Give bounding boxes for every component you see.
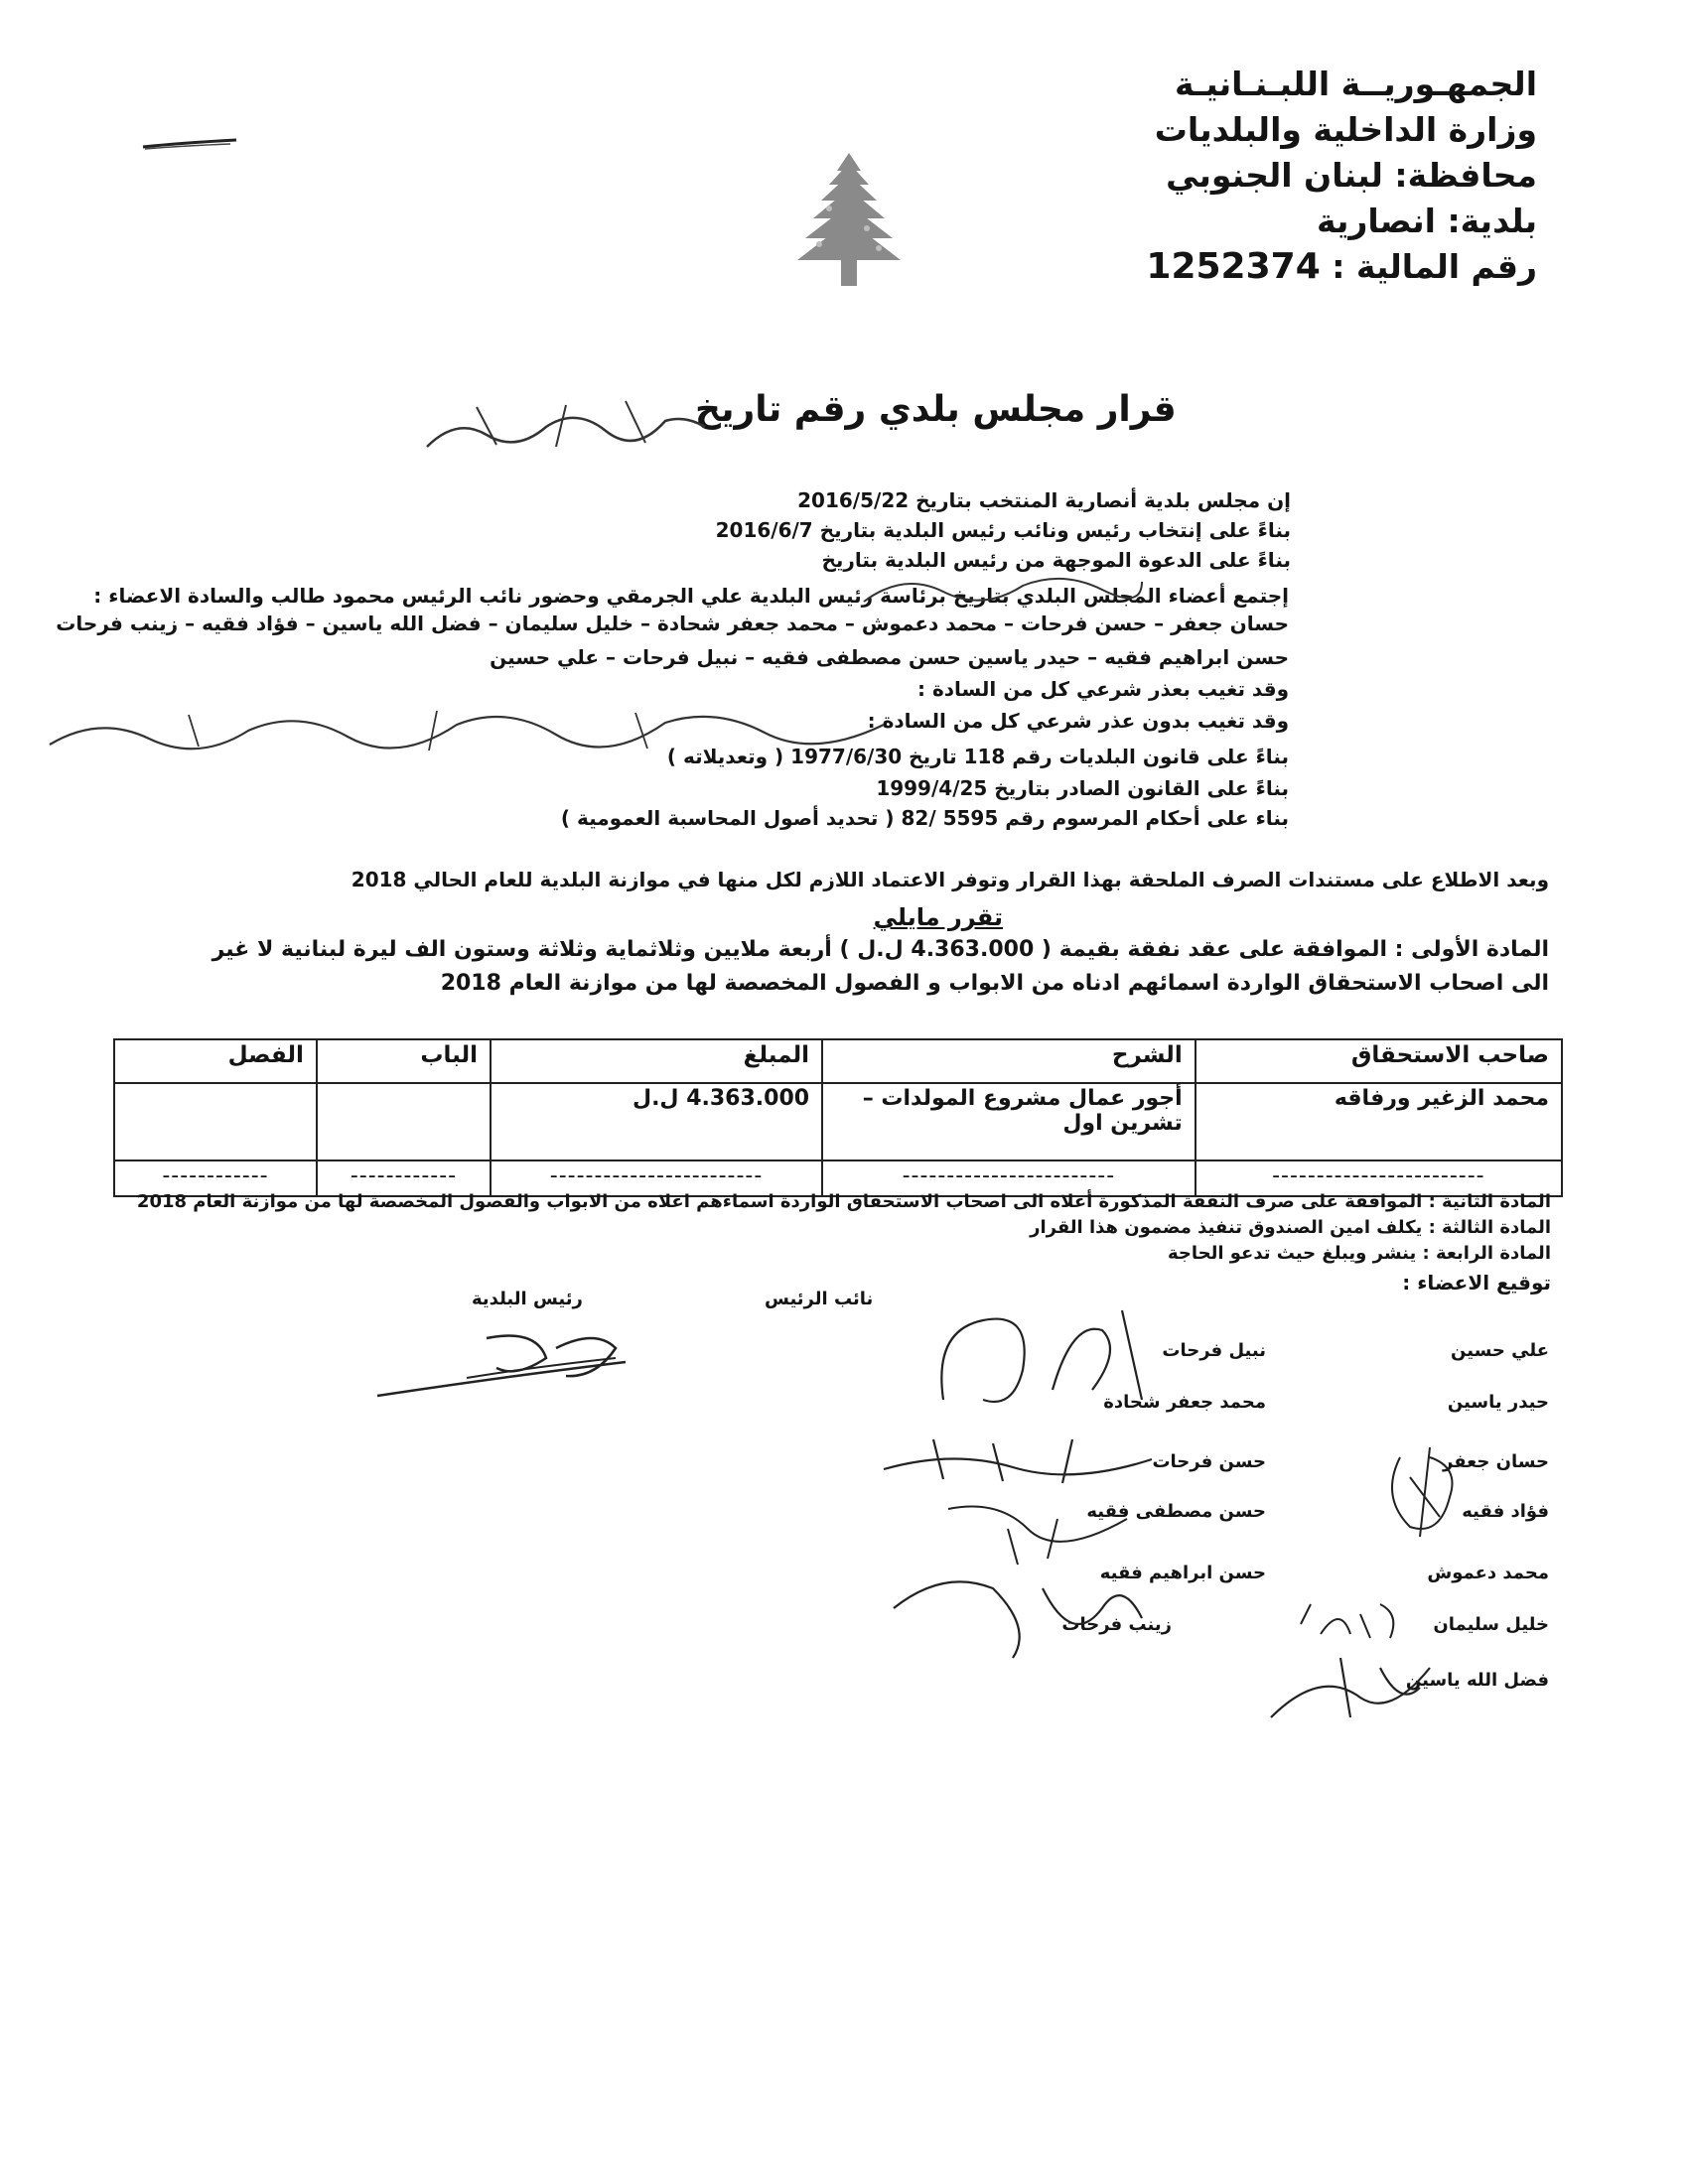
article-4: المادة الرابعة : ينشر ويبلغ حيث تدعو الحاجة bbox=[1167, 1243, 1551, 1264]
member-name-r4: فؤاد فقيه bbox=[1462, 1501, 1549, 1522]
header-municipality: بلدية: انصارية bbox=[1316, 202, 1537, 240]
body-line-1: إن مجلس بلدية أنصارية المنتخب بتاريخ 2016/5/22 bbox=[797, 488, 1291, 512]
col-amount: المبلغ bbox=[491, 1039, 822, 1083]
col-description: الشرح bbox=[822, 1039, 1196, 1083]
member-name-l6: زينب فرحات bbox=[1061, 1614, 1172, 1635]
col-beneficiary: صاحب الاستحقاق bbox=[1196, 1039, 1562, 1083]
member-name-r3: حسان جعفر bbox=[1443, 1451, 1549, 1472]
member-name-r7: فضل الله ياسين bbox=[1405, 1670, 1549, 1691]
handwritten-date-icon bbox=[417, 387, 715, 467]
member-name-l4: حسن مصطفى فقيه bbox=[1086, 1501, 1266, 1522]
deputy-label: نائب الرئيس bbox=[765, 1289, 874, 1309]
header-republic: الجمهـوريــة اللبـنـانيـة bbox=[1174, 65, 1537, 103]
member-name-r1: علي حسين bbox=[1451, 1340, 1549, 1361]
member-name-r6: خليل سليمان bbox=[1433, 1614, 1549, 1635]
cell-description: أجور عمال مشروع المولدات – تشرين اول bbox=[822, 1083, 1196, 1160]
member-signature-7-icon bbox=[1261, 1648, 1440, 1727]
financial-number: 1252374 bbox=[1146, 246, 1321, 287]
body-line-8: وقد تغيب بدون عذر شرعي كل من السادة : bbox=[867, 709, 1289, 733]
dash-chapter: ------------ bbox=[317, 1160, 491, 1196]
body-line-5: حسان جعفر – حسن فرحات – محمد دعموش – محمد جعفر شحادة – خليل سليمان – فضل الله ياسين – فؤاد فقيه – زينب فرحات bbox=[56, 612, 1289, 635]
cell-amount: 4.363.000 ل.ل bbox=[491, 1083, 822, 1160]
body-line-12: وبعد الاطلاع على مستندات الصرف الملحقة بهذا القرار وتوفر الاعتماد اللازم لكل منها في موازنة البلدية للعام الحالي 2018 bbox=[351, 868, 1549, 891]
member-signature-5-icon bbox=[884, 1549, 1152, 1668]
dash-amount: ------------------------ bbox=[491, 1160, 822, 1196]
member-name-l5: حسن ابراهيم فقيه bbox=[1099, 1563, 1266, 1583]
member-name-r5: محمد دعموش bbox=[1427, 1563, 1549, 1583]
body-line-10: بناءً على القانون الصادر بتاريخ 1999/4/25 bbox=[876, 776, 1289, 800]
header-governorate: محافظة: لبنان الجنوبي bbox=[1166, 156, 1537, 195]
mayor-signature-icon bbox=[367, 1318, 635, 1408]
body-line-3: بناءً على الدعوة الموجهة من رئيس البلدية بتاريخ bbox=[821, 548, 1291, 572]
body-line-6: حسن ابراهيم فقيه – حيدر ياسين حسن مصطفى فقيه – نبيل فرحات – علي حسين bbox=[490, 645, 1289, 669]
body-line-4: إجتمع أعضاء المجلس البلدي بتاريخ برئاسة رئيس البلدية علي الجرمقي وحضور نائب الرئيس محمود طالب والسادة الاعضاء : bbox=[93, 584, 1289, 608]
member-signature-1-icon bbox=[923, 1291, 1182, 1420]
cell-section bbox=[114, 1083, 317, 1160]
decision-title: قرار مجلس بلدي رقم تاريخ bbox=[695, 389, 1177, 430]
body-line-7: وقد تغيب بعذر شرعي كل من السادة : bbox=[917, 677, 1289, 701]
dash-beneficiary: ------------------------ bbox=[1196, 1160, 1562, 1196]
expense-table bbox=[113, 1038, 1563, 1197]
article-2: المادة الثانية : الموافقة على صرف النفقة المذكورة أعلاه الى اصحاب الاستحقاق الواردة اسماءهم اعلاه من الابواب والفصول المخصصة لها من موازنة العام 2018 bbox=[136, 1191, 1551, 1212]
mayor-label: رئيس البلدية bbox=[472, 1289, 583, 1309]
member-name-r2: حيدر ياسين bbox=[1447, 1392, 1549, 1413]
article-1-line-a: المادة الأولى : الموافقة على عقد نفقة بقيمة ( 4.363.000 ل.ل ) أربعة ملايين وثلاثماية وثلاثة وستون الف ليرة لبنانية لا غير bbox=[211, 937, 1549, 962]
member-signature-2-icon bbox=[874, 1430, 1162, 1489]
body-line-2: بناءً على إنتخاب رئيس ونائب رئيس البلدية بتاريخ 2016/6/7 bbox=[715, 518, 1291, 542]
decides-heading: تقرر مايلي bbox=[873, 903, 1003, 931]
signatures-label: توقيع الاعضاء : bbox=[1402, 1271, 1551, 1295]
member-signature-6-icon bbox=[1291, 1594, 1410, 1644]
handwritten-date-2-icon bbox=[854, 562, 1152, 612]
pen-mark-icon bbox=[141, 137, 238, 151]
member-name-l3: حسن فرحات bbox=[1152, 1451, 1266, 1472]
table-header-row bbox=[114, 1039, 1562, 1083]
header-financial bbox=[1041, 244, 1537, 290]
col-chapter: الباب bbox=[317, 1039, 491, 1083]
dash-section: ------------ bbox=[114, 1160, 317, 1196]
member-name-l2: محمد جعفر شحادة bbox=[1103, 1392, 1266, 1413]
col-section: الفصل bbox=[114, 1039, 317, 1083]
cell-chapter bbox=[317, 1083, 491, 1160]
member-name-l1: نبيل فرحات bbox=[1162, 1340, 1266, 1361]
article-1-line-b: الى اصحاب الاستحقاق الواردة اسمائهم ادناه من الابواب و الفصول المخصصة لها من موازنة العام 2018 bbox=[440, 971, 1549, 996]
dash-description: ------------------------ bbox=[822, 1160, 1196, 1196]
handwritten-absent-names-icon bbox=[40, 695, 894, 764]
article-3: المادة الثالثة : يكلف امين الصندوق تنفيذ مضمون هذا القرار bbox=[1030, 1217, 1551, 1238]
header-ministry: وزارة الداخلية والبلديات bbox=[1154, 110, 1537, 149]
member-signature-3-icon bbox=[1370, 1437, 1479, 1547]
cell-beneficiary: محمد الزغير ورفاقه bbox=[1196, 1083, 1562, 1160]
table-row bbox=[114, 1083, 1562, 1160]
body-line-11: بناء على أحكام المرسوم رقم 5595 /82 ( تحديد أصول المحاسبة العمومية ) bbox=[560, 806, 1289, 830]
body-line-9: بناءً على قانون البلديات رقم 118 تاريخ 1977/6/30 ( وتعديلاته ) bbox=[666, 745, 1289, 768]
cedar-emblem-icon bbox=[789, 149, 909, 298]
financial-label: رقم المالية : bbox=[1332, 247, 1537, 286]
document-header bbox=[1041, 62, 1537, 290]
